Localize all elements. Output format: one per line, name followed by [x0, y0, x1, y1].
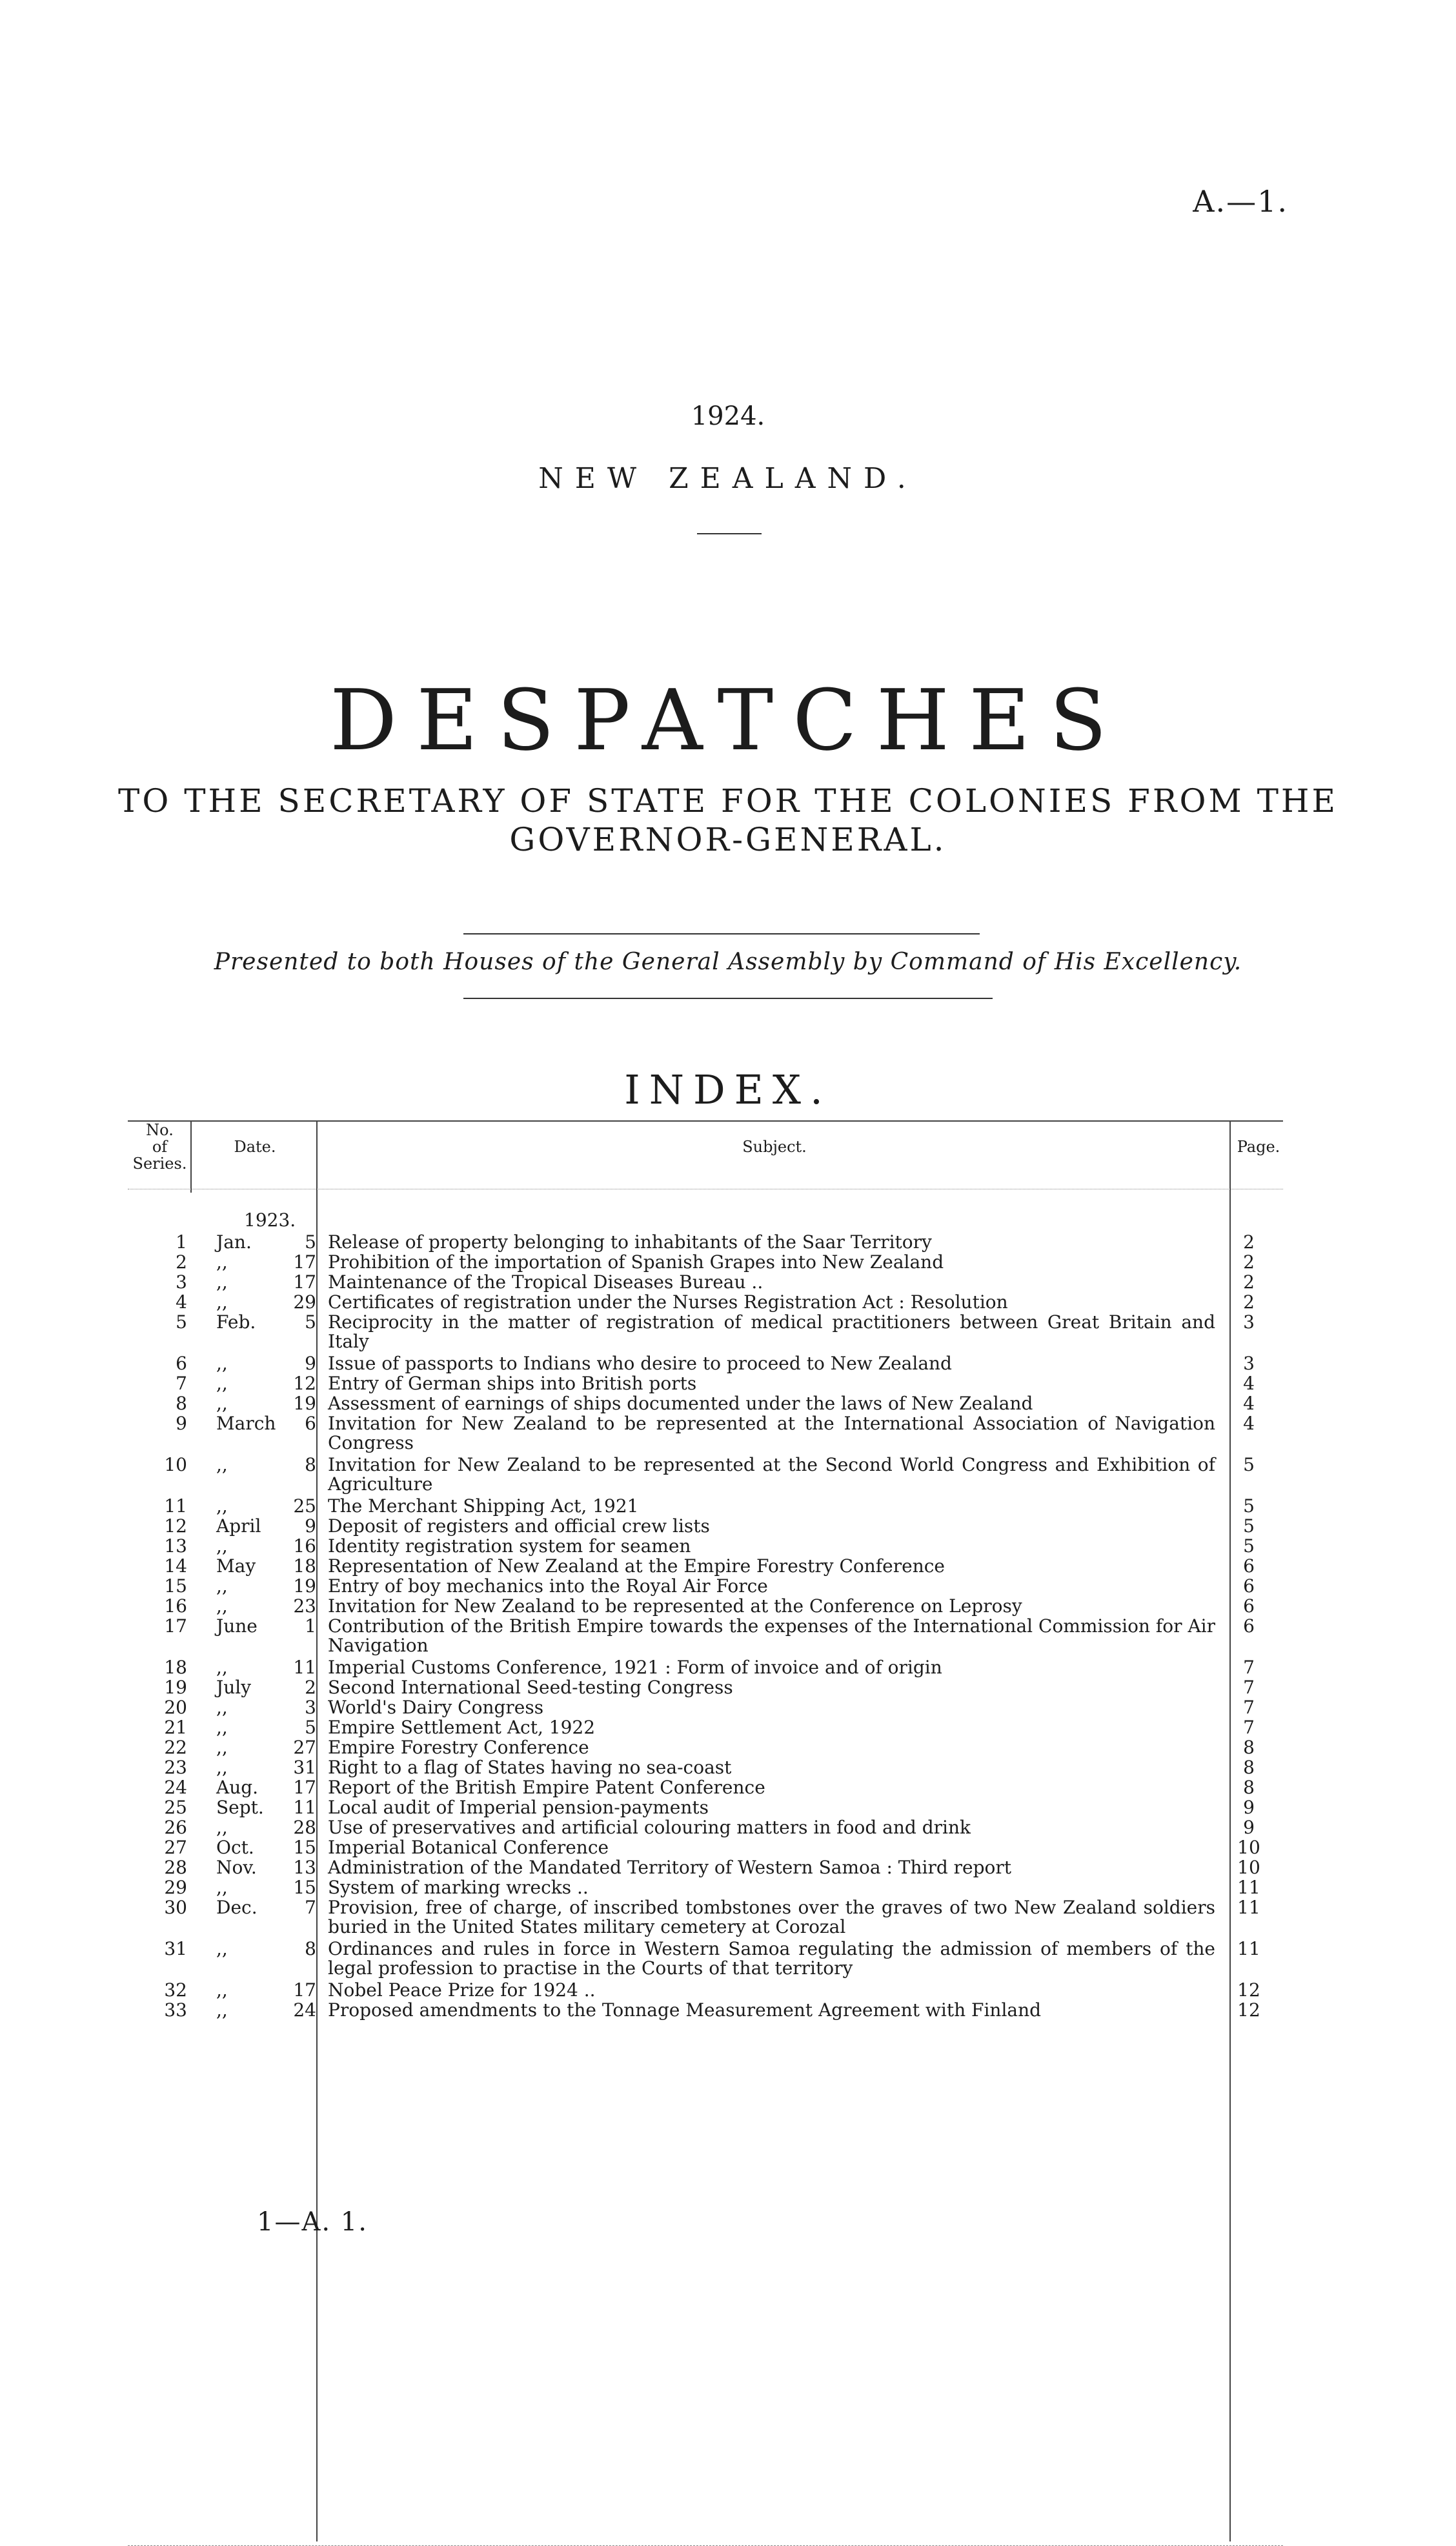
- subtitle-line-2: GOVERNOR-GENERAL.: [509, 821, 947, 858]
- page-number: 6: [1243, 1555, 1255, 1577]
- date-day: 23: [293, 1595, 316, 1617]
- header-page: Page.: [1237, 1138, 1280, 1156]
- page-number: 8: [1243, 1777, 1255, 1798]
- sheet-code: 1—A. 1.: [257, 2207, 368, 2237]
- date-day: 25: [293, 1495, 316, 1517]
- date-day: 17: [293, 1271, 316, 1293]
- series-number: 21: [164, 1717, 187, 1738]
- subject-text: Certificates of registration under the Nurses Registration Act : Resolution: [328, 1291, 1008, 1313]
- date-month: April: [216, 1515, 261, 1537]
- date-month: June: [216, 1615, 258, 1637]
- date-day: 13: [293, 1857, 316, 1878]
- date-day: 19: [293, 1575, 316, 1597]
- divider: [463, 998, 993, 999]
- subject-text: Entry of German ships into British ports: [328, 1373, 697, 1394]
- page-number: 5: [1243, 1515, 1255, 1537]
- page-number: 11: [1237, 1897, 1260, 1918]
- series-number: 29: [164, 1877, 187, 1898]
- series-number: 16: [164, 1595, 187, 1617]
- country-heading: NEW ZEALAND.: [538, 462, 918, 495]
- subject-text: Invitation for New Zealand to be represented at the International Association of Navigation Congress: [328, 1413, 1215, 1453]
- date-month: ,,: [216, 1938, 228, 1959]
- header-subject: Subject.: [742, 1138, 807, 1156]
- subject-text: Report of the British Empire Patent Conference: [328, 1777, 765, 1798]
- page-number: 7: [1243, 1677, 1255, 1698]
- date-month: ,,: [216, 1737, 228, 1758]
- date-day: 17: [293, 1979, 316, 2001]
- subject-text: Empire Settlement Act, 1922: [328, 1717, 596, 1738]
- date-day: 5: [305, 1717, 316, 1738]
- series-number: 3: [176, 1271, 187, 1293]
- date-day: 29: [293, 1291, 316, 1313]
- date-month: May: [216, 1555, 256, 1577]
- date-day: 15: [293, 1877, 316, 1898]
- date-month: Feb.: [216, 1311, 256, 1333]
- page-number: 9: [1243, 1797, 1255, 1818]
- page-number: 2: [1243, 1271, 1255, 1293]
- subject-text: Imperial Customs Conference, 1921 : Form of invoice and of origin: [328, 1657, 942, 1678]
- subject-text: Imperial Botanical Conference: [328, 1837, 609, 1858]
- date-day: 6: [305, 1413, 316, 1434]
- subject-text: Proposed amendments to the Tonnage Measurement Agreement with Finland: [328, 1999, 1042, 2021]
- page-number: 11: [1237, 1938, 1260, 1959]
- date-month: ,,: [216, 1979, 228, 2001]
- page-number: 8: [1243, 1757, 1255, 1778]
- series-number: 4: [176, 1291, 187, 1313]
- column-divider: [316, 1122, 318, 2541]
- page-number: 3: [1243, 1311, 1255, 1333]
- date-month: ,,: [216, 1454, 228, 1475]
- subject-text: Second International Seed-testing Congress: [328, 1677, 733, 1698]
- presented-line: Presented to both Houses of the General Assembly by Command of His Excellency.: [214, 949, 1242, 975]
- subject-text: System of marking wrecks ..: [328, 1877, 589, 1898]
- page-number: 5: [1243, 1535, 1255, 1557]
- page-number: 5: [1243, 1495, 1255, 1517]
- date-month: ,,: [216, 1817, 228, 1838]
- series-number: 7: [176, 1373, 187, 1394]
- date-month: March: [216, 1413, 276, 1434]
- series-number: 2: [176, 1251, 187, 1273]
- subject-text: Deposit of registers and official crew lists: [328, 1515, 710, 1537]
- year-label: 1923.: [244, 1209, 296, 1231]
- series-number: 12: [164, 1515, 187, 1537]
- series-number: 9: [176, 1413, 187, 1434]
- date-day: 8: [305, 1454, 316, 1475]
- date-month: ,,: [216, 1595, 228, 1617]
- series-number: 23: [164, 1757, 187, 1778]
- subject-text: Reciprocity in the matter of registration of medical practitioners between Great Britain and Italy: [328, 1311, 1215, 1352]
- date-month: Dec.: [216, 1897, 258, 1918]
- date-month: July: [216, 1677, 252, 1698]
- subtitle-line-1: TO THE SECRETARY OF STATE FOR THE COLONIES FROM THE: [117, 782, 1339, 820]
- page-number: 12: [1237, 1999, 1260, 2021]
- date-day: 9: [305, 1353, 316, 1374]
- subject-text: Invitation for New Zealand to be represented at the Conference on Leprosy: [328, 1595, 1022, 1617]
- year-heading: 1924.: [691, 401, 765, 431]
- series-number: 19: [164, 1677, 187, 1698]
- date-day: 8: [305, 1938, 316, 1959]
- subject-text: Local audit of Imperial pension-payments: [328, 1797, 709, 1818]
- page-number: 6: [1243, 1615, 1255, 1637]
- series-number: 14: [164, 1555, 187, 1577]
- date-month: ,,: [216, 1757, 228, 1778]
- date-day: 19: [293, 1393, 316, 1414]
- date-day: 18: [293, 1555, 316, 1577]
- page-number: 6: [1243, 1595, 1255, 1617]
- date-day: 17: [293, 1251, 316, 1273]
- index-heading: INDEX.: [624, 1066, 832, 1113]
- date-day: 15: [293, 1837, 316, 1858]
- date-month: ,,: [216, 1575, 228, 1597]
- date-day: 2: [305, 1677, 316, 1698]
- series-number: 28: [164, 1857, 187, 1878]
- date-month: Sept.: [216, 1797, 264, 1818]
- subject-text: Release of property belonging to inhabitants of the Saar Territory: [328, 1231, 932, 1253]
- series-number: 15: [164, 1575, 187, 1597]
- series-number: 18: [164, 1657, 187, 1678]
- series-number: 33: [164, 1999, 187, 2021]
- date-month: ,,: [216, 1353, 228, 1374]
- date-month: ,,: [216, 1999, 228, 2021]
- series-number: 5: [176, 1311, 187, 1333]
- header-date: Date.: [234, 1138, 276, 1156]
- subject-text: Prohibition of the importation of Spanish Grapes into New Zealand: [328, 1251, 944, 1273]
- date-month: Aug.: [216, 1777, 259, 1798]
- date-month: ,,: [216, 1291, 228, 1313]
- series-number: 20: [164, 1697, 187, 1718]
- date-day: 5: [305, 1231, 316, 1253]
- series-number: 32: [164, 1979, 187, 2001]
- date-day: 31: [293, 1757, 316, 1778]
- document-title: DESPATCHES: [330, 671, 1126, 769]
- column-divider: [190, 1122, 192, 1193]
- series-number: 17: [164, 1615, 187, 1637]
- series-number: 8: [176, 1393, 187, 1414]
- date-month: Oct.: [216, 1837, 254, 1858]
- table-top-rule: [128, 1120, 1283, 1122]
- page-number: 12: [1237, 1979, 1260, 2001]
- subject-text: Contribution of the British Empire towards the expenses of the International Commission for Air Navigation: [328, 1615, 1215, 1656]
- date-day: 7: [305, 1897, 316, 1918]
- subject-text: Use of preservatives and artificial colouring matters in food and drink: [328, 1817, 971, 1838]
- date-month: ,,: [216, 1373, 228, 1394]
- series-number: 1: [176, 1231, 187, 1253]
- series-number: 27: [164, 1837, 187, 1858]
- series-number: 31: [164, 1938, 187, 1959]
- date-month: ,,: [216, 1697, 228, 1718]
- date-day: 12: [293, 1373, 316, 1394]
- series-number: 30: [164, 1897, 187, 1918]
- header-no-of-series: No. of Series.: [132, 1121, 187, 1173]
- date-month: ,,: [216, 1393, 228, 1414]
- date-month: ,,: [216, 1251, 228, 1273]
- date-day: 11: [293, 1657, 316, 1678]
- date-month: ,,: [216, 1717, 228, 1738]
- page-number: 11: [1237, 1877, 1260, 1898]
- date-day: 28: [293, 1817, 316, 1838]
- page-number: 2: [1243, 1291, 1255, 1313]
- page-number: 9: [1243, 1817, 1255, 1838]
- date-day: 5: [305, 1311, 316, 1333]
- document-code: A.—1.: [1193, 184, 1288, 219]
- date-day: 9: [305, 1515, 316, 1537]
- date-month: Jan.: [216, 1231, 252, 1253]
- subject-text: Maintenance of the Tropical Diseases Bureau ..: [328, 1271, 763, 1293]
- date-month: ,,: [216, 1877, 228, 1898]
- date-day: 1: [305, 1615, 316, 1637]
- date-month: ,,: [216, 1495, 228, 1517]
- divider: [463, 933, 980, 935]
- date-month: ,,: [216, 1535, 228, 1557]
- series-number: 22: [164, 1737, 187, 1758]
- series-number: 13: [164, 1535, 187, 1557]
- page-number: 8: [1243, 1737, 1255, 1758]
- subject-text: Identity registration system for seamen: [328, 1535, 691, 1557]
- page-number: 5: [1243, 1454, 1255, 1475]
- series-number: 6: [176, 1353, 187, 1374]
- subject-text: The Merchant Shipping Act, 1921: [328, 1495, 639, 1517]
- subject-text: Invitation for New Zealand to be represented at the Second World Congress and Exhibition of Agriculture: [328, 1454, 1215, 1495]
- page-number: 2: [1243, 1231, 1255, 1253]
- subject-text: Entry of boy mechanics into the Royal Air Force: [328, 1575, 768, 1597]
- page-number: 7: [1243, 1657, 1255, 1678]
- subject-text: Nobel Peace Prize for 1924 ..: [328, 1979, 596, 2001]
- subject-text: Representation of New Zealand at the Empire Forestry Conference: [328, 1555, 945, 1577]
- divider: [697, 533, 762, 534]
- series-number: 10: [164, 1454, 187, 1475]
- page-number: 10: [1237, 1857, 1260, 1878]
- date-day: 16: [293, 1535, 316, 1557]
- subject-text: Issue of passports to Indians who desire to proceed to New Zealand: [328, 1353, 952, 1374]
- subject-text: Ordinances and rules in force in Western Samoa regulating the admission of members of the legal profession to practise in the Courts of that territory: [328, 1938, 1215, 1979]
- date-day: 24: [293, 1999, 316, 2021]
- date-month: ,,: [216, 1657, 228, 1678]
- series-number: 24: [164, 1777, 187, 1798]
- subject-text: Right to a flag of States having no sea-coast: [328, 1757, 732, 1778]
- subject-text: Provision, free of charge, of inscribed tombstones over the graves of two New Zealand soldiers buried in the United States military cemetery at Corozal: [328, 1897, 1215, 1937]
- page-number: 4: [1243, 1393, 1255, 1414]
- subject-text: Administration of the Mandated Territory of Western Samoa : Third report: [328, 1857, 1012, 1878]
- series-number: 25: [164, 1797, 187, 1818]
- subject-text: World's Dairy Congress: [328, 1697, 544, 1718]
- date-day: 17: [293, 1777, 316, 1798]
- date-day: 11: [293, 1797, 316, 1818]
- page-number: 10: [1237, 1837, 1260, 1858]
- page-number: 3: [1243, 1353, 1255, 1374]
- series-number: 26: [164, 1817, 187, 1838]
- page-number: 2: [1243, 1251, 1255, 1273]
- page-number: 7: [1243, 1697, 1255, 1718]
- date-day: 27: [293, 1737, 316, 1758]
- page-number: 6: [1243, 1575, 1255, 1597]
- date-month: ,,: [216, 1271, 228, 1293]
- page-number: 4: [1243, 1413, 1255, 1434]
- page-number: 4: [1243, 1373, 1255, 1394]
- date-month: Nov.: [216, 1857, 257, 1878]
- page-number: 7: [1243, 1717, 1255, 1738]
- subject-text: Assessment of earnings of ships documented under the laws of New Zealand: [328, 1393, 1033, 1414]
- date-day: 3: [305, 1697, 316, 1718]
- subject-text: Empire Forestry Conference: [328, 1737, 589, 1758]
- series-number: 11: [164, 1495, 187, 1517]
